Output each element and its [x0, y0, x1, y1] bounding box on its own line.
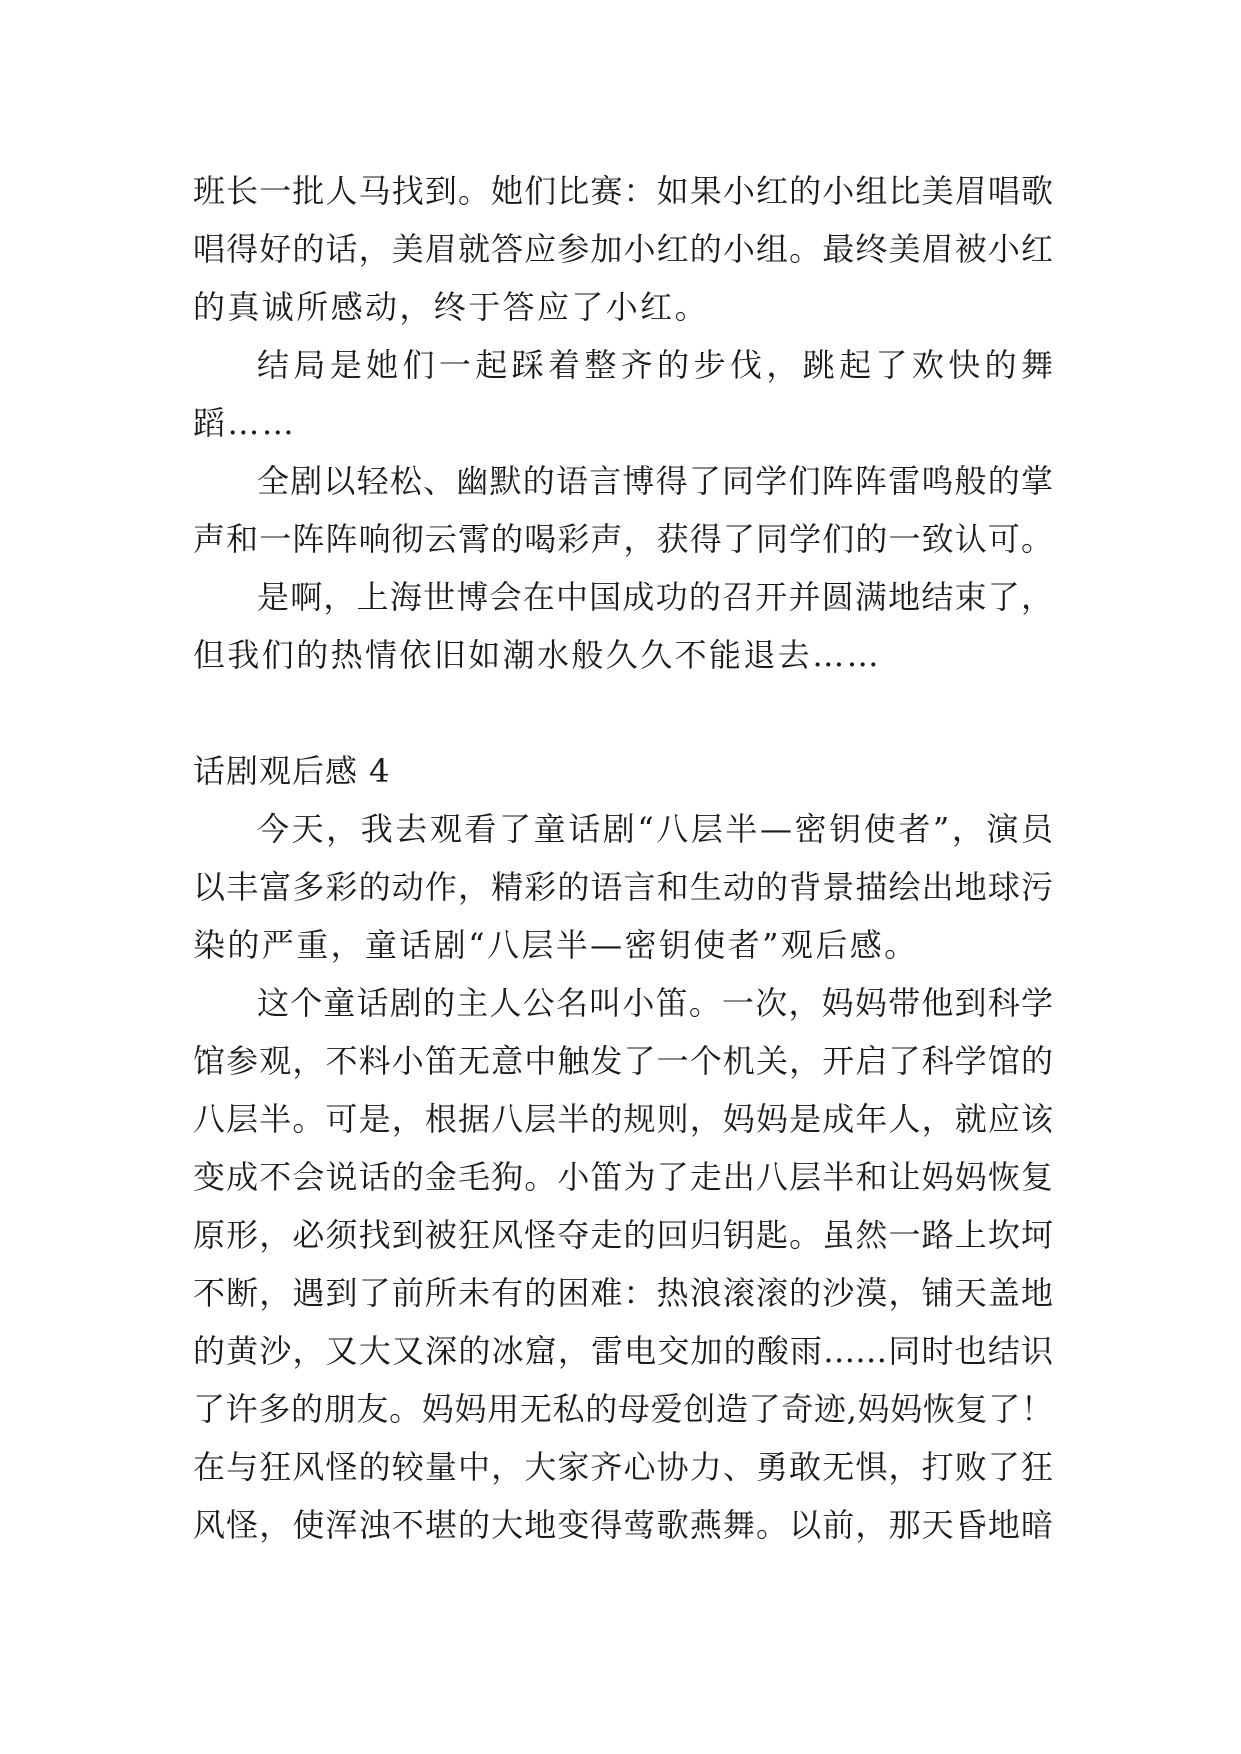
paragraph-6 [193, 974, 1053, 1554]
text-line: 全剧以轻松、幽默的语言博得了同学们阵阵雷鸣般的掌 [257, 462, 1053, 500]
text-line: 风怪，使浑浊不堪的大地变得莺歌燕舞。以前，那天昏地暗 [193, 1506, 1053, 1544]
text-line: 了许多的朋友。妈妈用无私的母爱创造了奇迹,妈妈恢复了！ [193, 1390, 1053, 1428]
text-line: 今天，我去观看了童话剧“八层半—密钥使者”，演员 [257, 810, 1053, 848]
section-gap [193, 684, 1053, 742]
text-line: 班长一批人马找到。她们比赛：如果小红的小组比美眉唱歌 [193, 172, 1053, 210]
text-line: 结局是她们一起踩着整齐的步伐，跳起了欢快的舞 [257, 346, 1053, 384]
text-line: 不断，遇到了前所未有的困难：热浪滚滚的沙漠，铺天盖地 [193, 1274, 1053, 1312]
text-line: 的黄沙，又大又深的冰窟，雷电交加的酸雨……同时也结识 [193, 1332, 1053, 1370]
text-line: 但我们的热情依旧如潮水般久久不能退去…… [193, 636, 882, 674]
text-line: 以丰富多彩的动作，精彩的语言和生动的背景描绘出地球污 [193, 868, 1053, 906]
text-line: 染的严重，童话剧“八层半—密钥使者”观后感。 [193, 926, 919, 964]
text-line: 蹈…… [193, 404, 297, 442]
paragraph-5 [193, 800, 1053, 974]
paragraph-4 [193, 568, 1053, 684]
text-line: 变成不会说话的金毛狗。小笛为了走出八层半和让妈妈恢复 [193, 1158, 1053, 1196]
document-page [193, 162, 1053, 1554]
text-line: 声和一阵阵响彻云霄的喝彩声，获得了同学们的一致认可。 [193, 520, 1053, 558]
text-line: 这个童话剧的主人公名叫小笛。一次，妈妈带他到科学 [257, 984, 1053, 1022]
section-heading: 话剧观后感 4 [193, 752, 391, 790]
text-line: 原形，必须找到被狂风怪夺走的回归钥匙。虽然一路上坎坷 [193, 1216, 1053, 1254]
text-line: 八层半。可是，根据八层半的规则，妈妈是成年人，就应该 [193, 1100, 1053, 1138]
paragraph-2 [193, 336, 1053, 452]
text-line: 馆参观，不料小笛无意中触发了一个机关，开启了科学馆的 [193, 1042, 1053, 1080]
text-line: 是啊，上海世博会在中国成功的召开并圆满地结束了， [257, 578, 1053, 616]
text-line: 唱得好的话，美眉就答应参加小红的小组。最终美眉被小红 [193, 230, 1053, 268]
paragraph-3 [193, 452, 1053, 568]
text-line: 在与狂风怪的较量中，大家齐心协力、勇敢无惧，打败了狂 [193, 1448, 1053, 1486]
paragraph-1 [193, 162, 1053, 336]
text-line: 的真诚所感动，终于答应了小红。 [193, 288, 710, 326]
